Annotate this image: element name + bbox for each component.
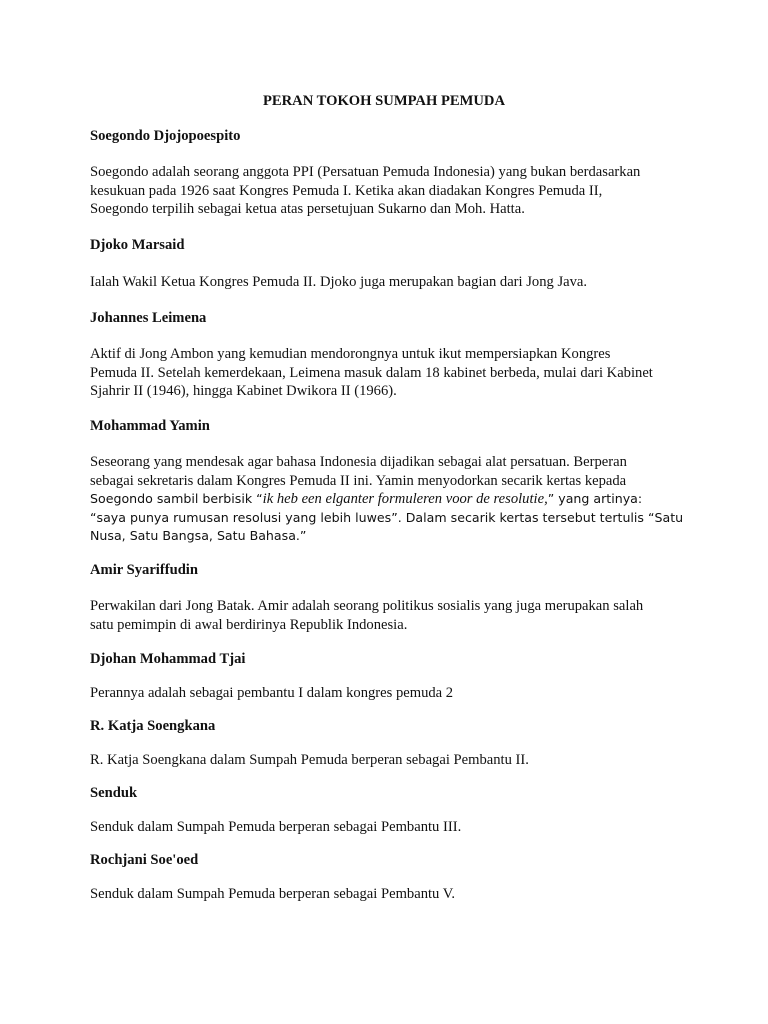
paragraph-line: Nusa, Satu Bangsa, Satu Bahasa.”	[90, 528, 307, 543]
paragraph-line: Pemuda II. Setelah kemerdekaan, Leimena masuk dalam 18 kabinet berbeda, mulai dari Kabinet	[90, 364, 653, 381]
paragraph-line: Seseorang yang mendesak agar bahasa Indonesia dijadikan sebagai alat persatuan. Berperan	[90, 454, 627, 470]
paragraph-line: Soegondo adalah seorang anggota PPI (Persatuan Pemuda Indonesia) yang bukan berdasarkan	[90, 164, 641, 180]
section-heading-johannes-leimena: Johannes Leimena	[90, 310, 207, 326]
paragraph-line: Perwakilan dari Jong Batak. Amir adalah seorang politikus sosialis yang juga merupakan salah	[90, 598, 644, 614]
paragraph-line: R. Katja Soengkana dalam Sumpah Pemuda berperan sebagai Pembantu II.	[90, 752, 529, 768]
paragraph-line: satu pemimpin di awal berdirinya Republik Indonesia.	[90, 616, 408, 633]
paragraph-line: Aktif di Jong Ambon yang kemudian mendorongnya untuk ikut mempersiapkan Kongres	[90, 346, 611, 362]
section-heading-soegondo: Soegondo Djojopoespito	[90, 128, 241, 144]
section-paragraph-soegondo	[90, 163, 690, 219]
section-heading-rochjani-soeoed: Rochjani Soe'oed	[90, 852, 199, 868]
section-heading-amir-syariffudin: Amir Syariffudin	[90, 562, 198, 578]
section-paragraph-rochjani-soeoed	[90, 885, 690, 904]
section-heading-djoko-marsaid: Djoko Marsaid	[90, 237, 185, 253]
section-paragraph-djohan-mohammad-tjai	[90, 684, 690, 703]
section-heading-djohan-mohammad-tjai: Djohan Mohammad Tjai	[90, 651, 246, 667]
section-paragraph-djoko-marsaid	[90, 273, 690, 292]
quote-trail-text: ” yang artinya:	[547, 491, 643, 506]
paragraph-line: kesukuan pada 1926 saat Kongres Pemuda I. Ketika akan diadakan Kongres Pemuda II,	[90, 182, 603, 199]
paragraph-line: Soegondo terpilih sebagai ketua atas persetujuan Sukarno dan Moh. Hatta.	[90, 201, 525, 217]
dutch-quote: ik heb een elganter formuleren voor de resolutie,	[262, 491, 548, 507]
quote-lead-text: Soegondo sambil berbisik “	[90, 491, 263, 506]
paragraph-line: Senduk dalam Sumpah Pemuda berperan sebagai Pembantu III.	[90, 819, 462, 835]
paragraph-line: Senduk dalam Sumpah Pemuda berperan sebagai Pembantu V.	[90, 886, 456, 902]
section-paragraph-johannes-leimena	[90, 345, 690, 401]
document-title: PERAN TOKOH SUMPAH PEMUDA	[262, 93, 505, 109]
paragraph-line: sebagai sekretaris dalam Kongres Pemuda II ini. Yamin menyodorkan secarik kertas kepada	[90, 472, 627, 489]
section-paragraph-mohammad-yamin	[90, 453, 690, 546]
section-paragraph-senduk	[90, 818, 690, 837]
section-heading-mohammad-yamin: Mohammad Yamin	[90, 418, 210, 434]
section-heading-senduk: Senduk	[90, 785, 138, 801]
section-heading-katja-soengkana: R. Katja Soengkana	[90, 718, 216, 734]
section-paragraph-katja-soengkana	[90, 751, 690, 770]
paragraph-line: “saya punya rumusan resolusi yang lebih luwes”. Dalam secarik kertas tersebut tertulis “Satu	[90, 509, 684, 525]
paragraph-line-quote	[90, 490, 690, 509]
paragraph-line: Ialah Wakil Ketua Kongres Pemuda II. Djoko juga merupakan bagian dari Jong Java.	[90, 274, 588, 290]
paragraph-line: Perannya adalah sebagai pembantu I dalam kongres pemuda 2	[90, 685, 454, 701]
section-paragraph-amir-syariffudin	[90, 597, 690, 634]
paragraph-line: Sjahrir II (1946), hingga Kabinet Dwikora II (1966).	[90, 383, 397, 399]
